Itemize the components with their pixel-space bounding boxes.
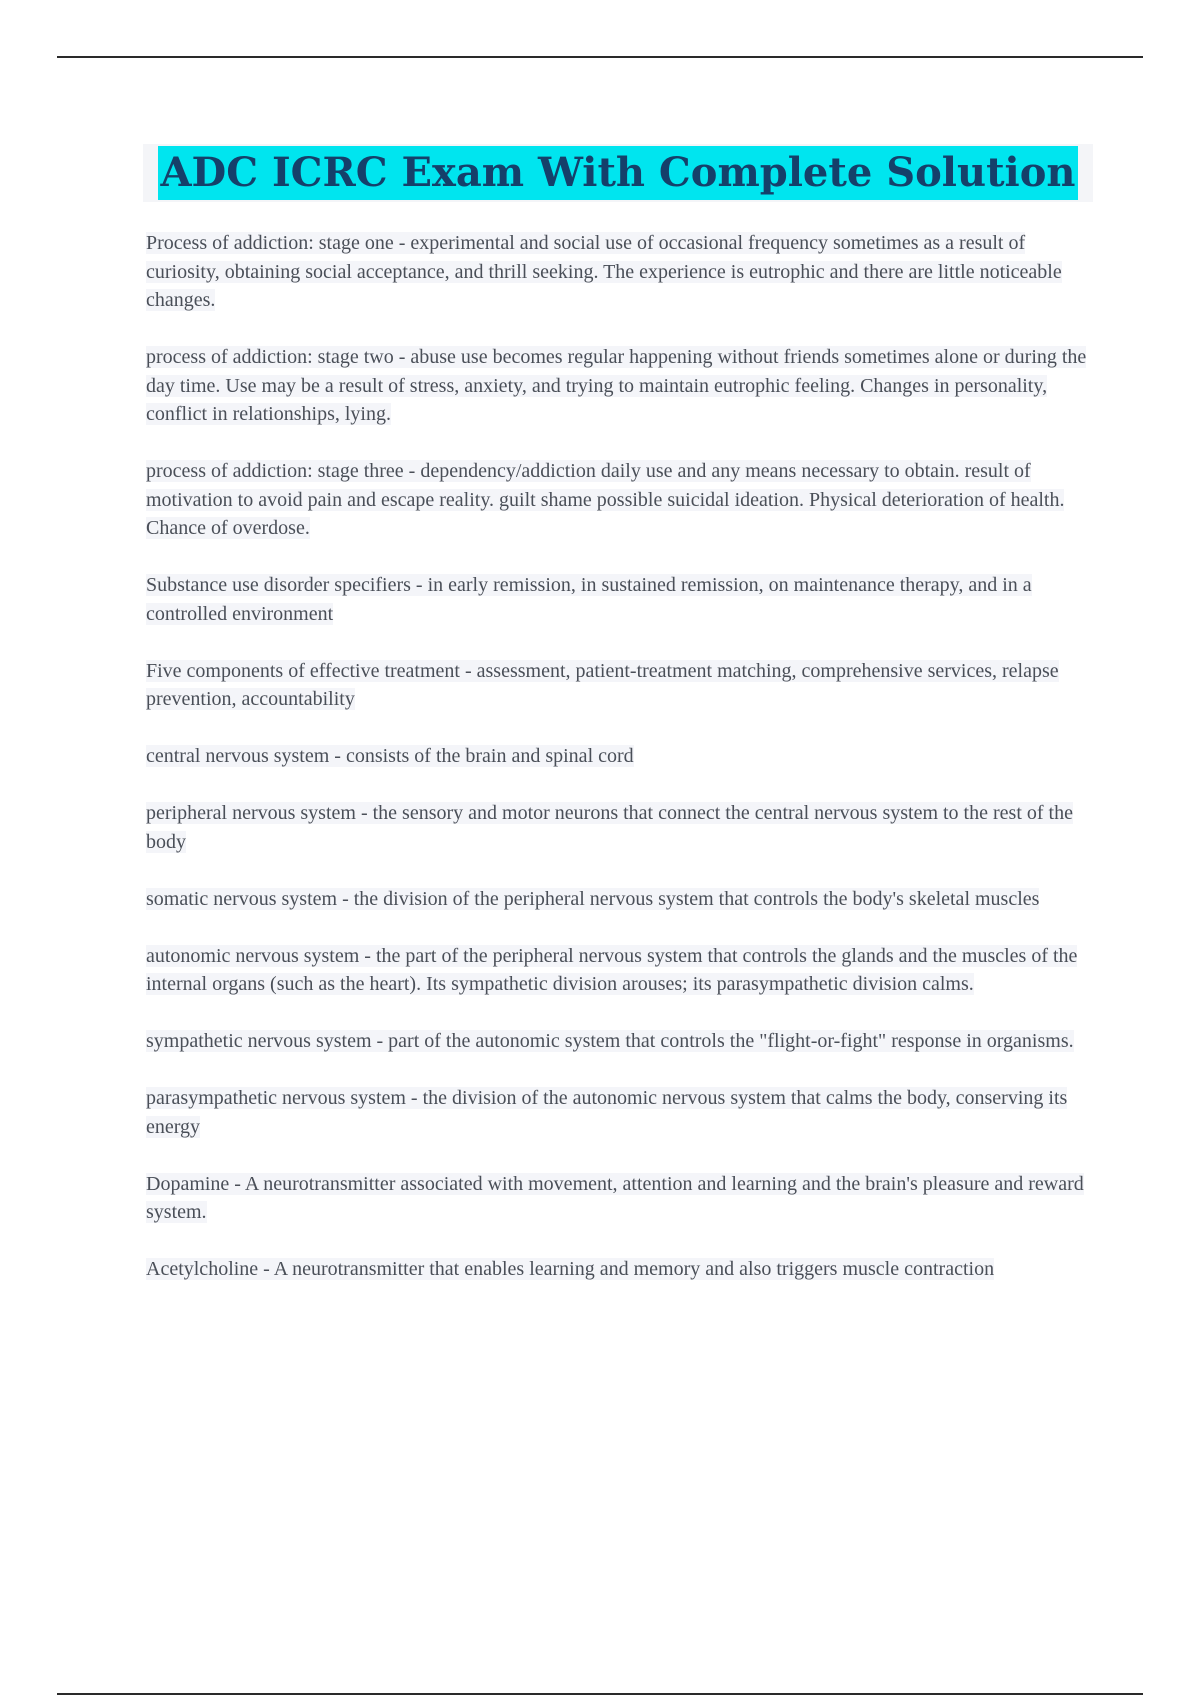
entry-text: peripheral nervous system - the sensory and motor neurons that connect the central nervous system to the rest of the body: [146, 802, 1073, 853]
entry-dopamine: [146, 1170, 1096, 1227]
entry-central-nervous-system: [146, 742, 1096, 771]
entry-text: process of addiction: stage three - dependency/addiction daily use and any means necessary to obtain. result of motivation to avoid pain and escape reality. guilt shame possible suicidal ideation. Physical deterioration of health. Chance of overdose.: [146, 460, 1065, 539]
entry-text: process of addiction: stage two - abuse use becomes regular happening without friends sometimes alone or during the day time. Use may be a result of stress, anxiety, and trying to maintain eutrophic feeling. Changes in personality, conflict in relationships, lying.: [146, 346, 1087, 425]
entry-text: central nervous system - consists of the brain and spinal cord: [146, 745, 634, 767]
entry-sympathetic-nervous-system: [146, 1027, 1096, 1056]
entry-stage-one: [146, 229, 1096, 315]
entry-text: Acetylcholine - A neurotransmitter that enables learning and memory and also triggers muscle contraction: [146, 1258, 995, 1280]
entry-text: Five components of effective treatment - assessment, patient-treatment matching, comprehensive services, relapse prevention, accountability: [146, 659, 1059, 710]
entry-text: somatic nervous system - the division of the peripheral nervous system that controls the body's skeletal muscles: [146, 887, 1040, 910]
entry-acetylcholine: [146, 1255, 1096, 1284]
entry-stage-two: [146, 343, 1096, 429]
bottom-rule: [57, 1693, 1143, 1695]
entry-autonomic-nervous-system: [146, 942, 1096, 999]
entry-five-components: [146, 657, 1096, 714]
entry-peripheral-nervous-system: [146, 799, 1096, 856]
entries-list: [146, 229, 1096, 1312]
document-title: ADC ICRC Exam With Complete Solution: [158, 146, 1077, 200]
entry-text: Dopamine - A neurotransmitter associated with movement, attention and learning and the brain's pleasure and reward system.: [146, 1172, 1084, 1223]
title-band: [143, 144, 1093, 202]
entry-parasympathetic-nervous-system: [146, 1084, 1096, 1141]
entry-sud-specifiers: [146, 571, 1096, 628]
entry-somatic-nervous-system: [146, 885, 1096, 914]
entry-text: Substance use disorder specifiers - in early remission, in sustained remission, on maintenance therapy, and in a controlled environment: [146, 574, 1032, 625]
top-rule: [57, 56, 1143, 58]
entry-text: sympathetic nervous system - part of the autonomic system that controls the "flight-or-fight" response in organisms.: [146, 1030, 1074, 1052]
entry-text: parasympathetic nervous system - the division of the autonomic nervous system that calms the body, conserving its energy: [146, 1087, 1068, 1138]
entry-text: autonomic nervous system - the part of the peripheral nervous system that controls the glands and the muscles of the internal organs (such as the heart). Its sympathetic division arouses; its parasympathetic division calms.: [146, 944, 1078, 995]
entry-stage-three: [146, 457, 1096, 543]
entry-text: Process of addiction: stage one - experimental and social use of occasional frequency sometimes as a result of curiosity, obtaining social acceptance, and thrill seeking. The experience is eutrophic and there are little noticeable changes.: [146, 232, 1062, 311]
